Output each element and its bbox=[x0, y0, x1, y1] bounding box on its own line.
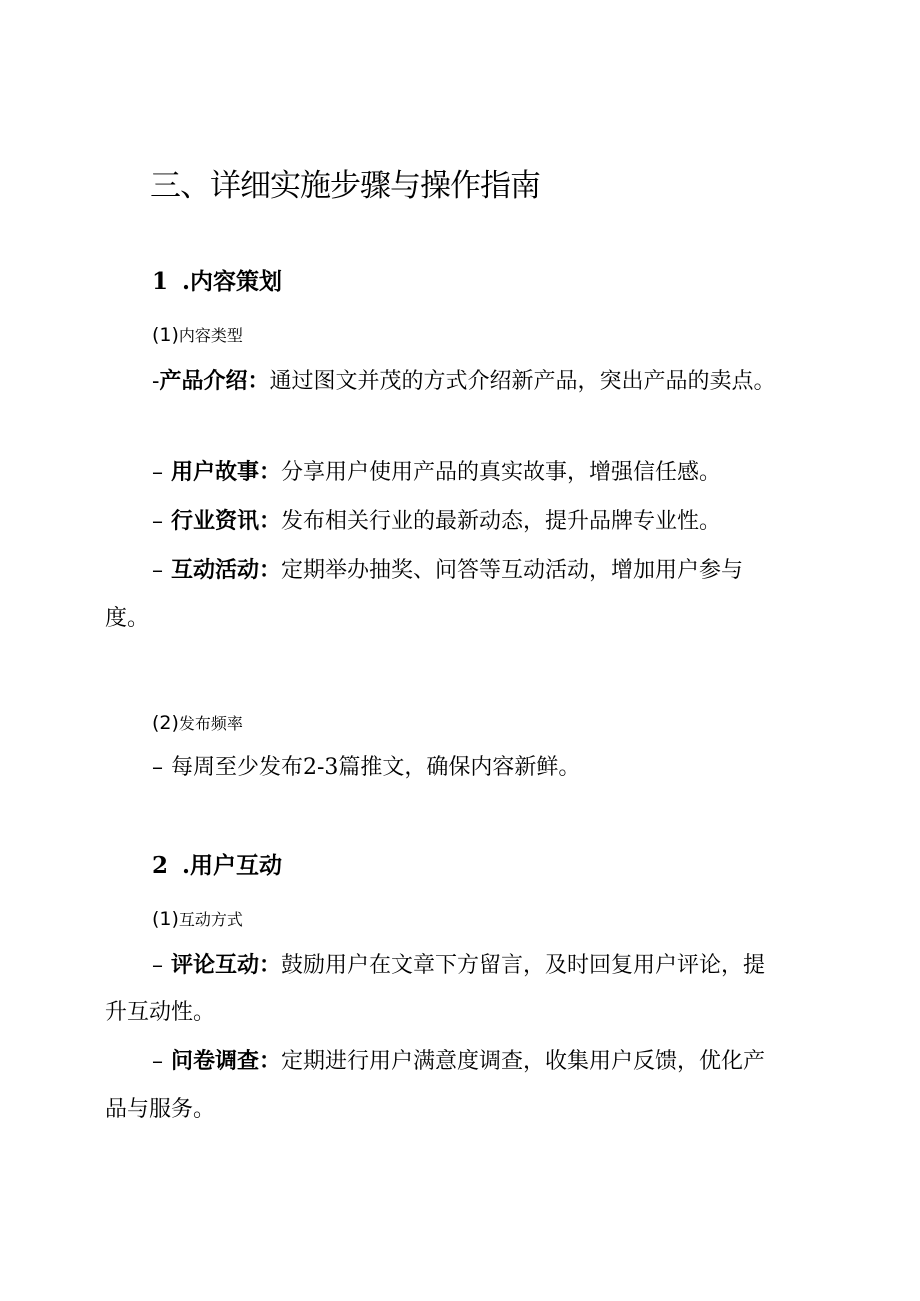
list-item-industry-news bbox=[152, 505, 721, 538]
list-item-text: 定期进行用户满意度调查，收集用户反馈，优化产 bbox=[281, 1049, 766, 1074]
list-item-term: 行业资讯： bbox=[171, 508, 282, 534]
list-item-term: 评论互动： bbox=[171, 952, 282, 978]
list-item-text: 发布相关行业的最新动态，提升品牌专业性。 bbox=[281, 509, 722, 534]
list-item-product-intro bbox=[152, 365, 775, 398]
subsection-label-content-types bbox=[152, 323, 243, 348]
list-item-text: 通过图文并茂的方式介绍新产品，突出产品的卖点。 bbox=[269, 369, 776, 394]
list-item-continuation: 度。 bbox=[105, 606, 150, 631]
list-dash: – bbox=[152, 755, 163, 780]
list-dash: – bbox=[152, 509, 163, 534]
subsection-title: 发布频率 bbox=[178, 714, 243, 733]
list-item-interactive-events bbox=[152, 554, 743, 587]
list-item-text: 每周至少发布2-3篇推文，确保内容新鲜。 bbox=[171, 755, 581, 780]
list-item-comment-interaction bbox=[152, 949, 765, 982]
page-title: 三、详细实施步骤与操作指南 bbox=[150, 168, 540, 204]
section-number: 2 bbox=[152, 852, 169, 879]
section-number: 1 bbox=[152, 268, 169, 295]
section-title: .内容策划 bbox=[182, 268, 283, 295]
list-item-text: 鼓励用户在文章下方留言，及时回复用户评论，提 bbox=[281, 953, 766, 978]
list-item-user-stories bbox=[152, 456, 721, 489]
list-item-continuation: 升互动性。 bbox=[105, 1000, 216, 1025]
list-item-text: 分享用户使用产品的真实故事，增强信任感。 bbox=[281, 460, 722, 485]
section-title: .用户互动 bbox=[182, 852, 283, 879]
subsection-number: (1) bbox=[152, 324, 179, 346]
list-item-text: 定期举办抽奖、问答等互动活动，增加用户参与 bbox=[281, 558, 744, 583]
subsection-label-interaction-methods bbox=[152, 907, 243, 932]
list-item-term: 互动活动： bbox=[171, 557, 282, 583]
section-heading-content-planning bbox=[152, 266, 282, 298]
list-item-weekly-posts bbox=[152, 752, 580, 784]
list-dash: – bbox=[152, 460, 163, 485]
list-item-term: 产品介绍： bbox=[159, 368, 270, 394]
list-item-term: 问卷调查： bbox=[171, 1048, 282, 1074]
subsection-label-publish-frequency bbox=[152, 711, 243, 736]
list-item-survey bbox=[152, 1045, 765, 1078]
subsection-number: (2) bbox=[152, 712, 179, 734]
list-dash: – bbox=[152, 1049, 163, 1074]
list-dash: – bbox=[152, 953, 163, 978]
subsection-number: (1) bbox=[152, 908, 179, 930]
section-heading-user-interaction bbox=[152, 850, 282, 882]
subsection-title: 互动方式 bbox=[178, 910, 243, 929]
subsection-title: 内容类型 bbox=[178, 326, 243, 345]
list-dash: - bbox=[152, 369, 160, 394]
list-item-continuation: 品与服务。 bbox=[105, 1097, 216, 1122]
list-dash: – bbox=[152, 558, 163, 583]
list-item-term: 用户故事： bbox=[171, 459, 282, 485]
